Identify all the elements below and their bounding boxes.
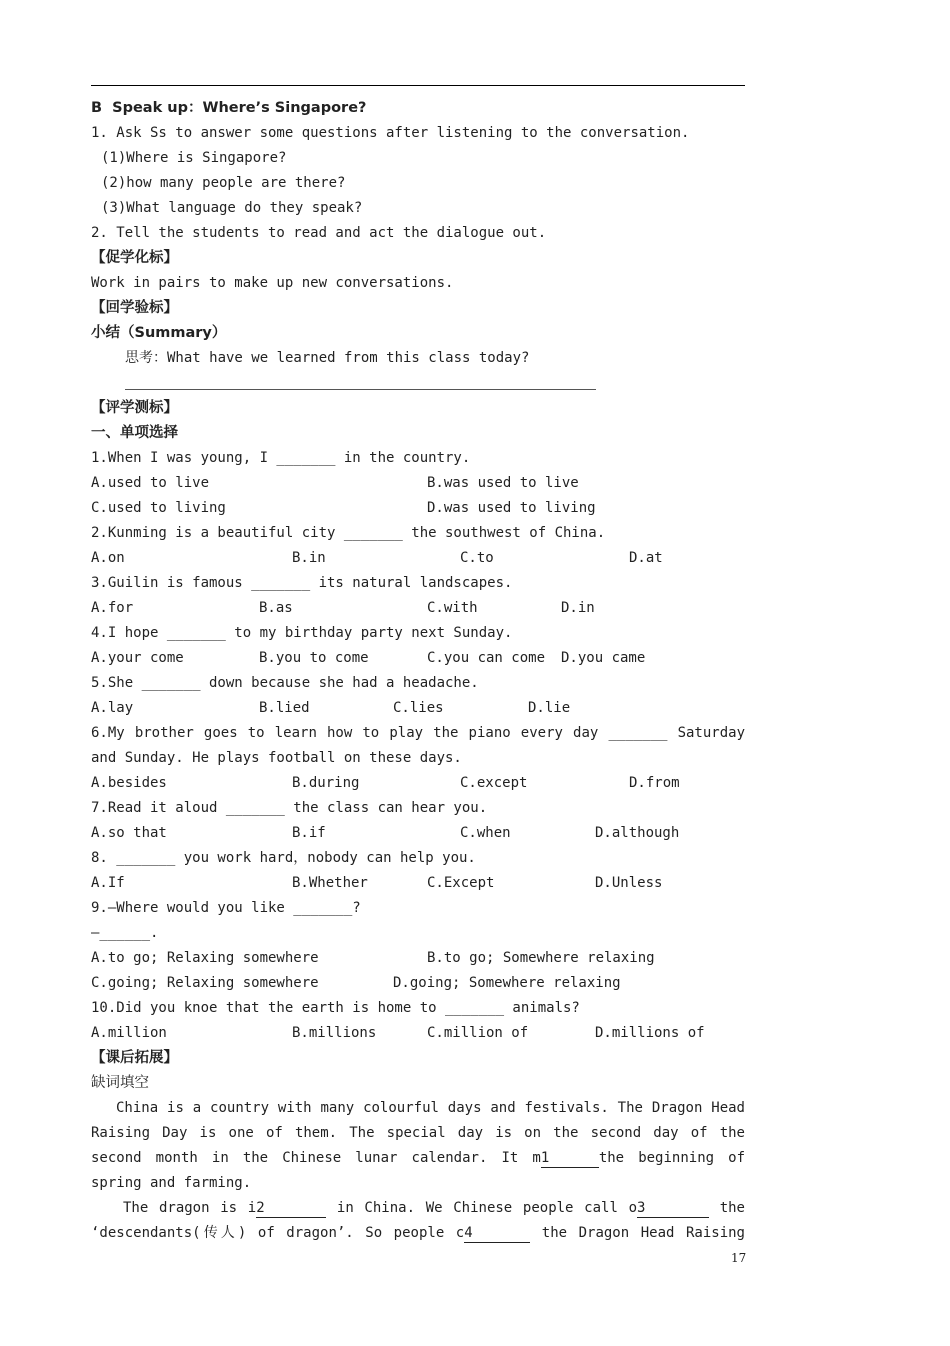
option: B.lied — [259, 700, 310, 716]
option: D.going; Somewhere relaxing — [393, 975, 621, 991]
option: C.you can come — [427, 650, 546, 666]
cloze-heading: 缺词填空 — [91, 1075, 149, 1091]
think-question: 思考：What have we learned from this class today? — [125, 350, 530, 366]
option: A.million — [91, 1025, 167, 1041]
passage-line: Raising Day is one of them. The special day is on the second day of the — [91, 1125, 745, 1141]
cuxue-text: Work in pairs to make up new conversations. — [91, 275, 454, 291]
option: B.in — [292, 550, 326, 566]
cloze-blank-2[interactable]: 2 — [256, 1199, 326, 1218]
option: B.if — [292, 825, 326, 841]
huixue-heading: 【回学验标】 — [91, 300, 178, 316]
option: A.besides — [91, 775, 167, 791]
option: C.except — [460, 775, 528, 791]
question-stem: 2.Kunming is a beautiful city _______ the southwest of China. — [91, 525, 606, 541]
question-stem: 4.I hope _______ to my birthday party next Sunday. — [91, 625, 513, 641]
option: D.although — [595, 825, 680, 841]
cloze-blank-1[interactable]: 1 — [541, 1149, 599, 1168]
option: A.to go; Relaxing somewhere — [91, 950, 319, 966]
instruction-1: 1. Ask Ss to answer some questions after listening to the conversation. — [91, 125, 690, 141]
option: A.your come — [91, 650, 184, 666]
option: D.you came — [561, 650, 646, 666]
option: D.Unless — [595, 875, 663, 891]
question-stem: 10.Did you knoe that the earth is home to _______ animals? — [91, 1000, 580, 1016]
header-rule — [91, 85, 745, 86]
question-stem: 5.She _______ down because she had a headache. — [91, 675, 479, 691]
question-stem: 8. _______ you work hard，nobody can help you. — [91, 850, 476, 866]
option: D.millions of — [595, 1025, 705, 1041]
instruction-2: 2. Tell the students to read and act the dialogue out. — [91, 225, 547, 241]
option: D.in — [561, 600, 595, 616]
cuxue-heading: 【促学化标】 — [91, 250, 178, 266]
option: C.with — [427, 600, 478, 616]
passage-line: The dragon is i2 in China. We Chinese people call o3 the — [123, 1200, 745, 1216]
option: C.to — [460, 550, 494, 566]
answer-line — [125, 389, 596, 390]
option: D.was used to living — [427, 500, 596, 516]
option: A.so that — [91, 825, 167, 841]
option: A.lay — [91, 700, 134, 716]
question-stem: 6.My brother goes to learn how to play the piano every day _______ Saturday — [91, 725, 745, 741]
option: B.to go; Somewhere relaxing — [427, 950, 655, 966]
option: A.If — [91, 875, 125, 891]
option: C.used to living — [91, 500, 226, 516]
option: B.millions — [292, 1025, 377, 1041]
option: C.lies — [393, 700, 444, 716]
option: C.Except — [427, 875, 495, 891]
passage-line: China is a country with many colourful days and festivals. The Dragon Head — [116, 1100, 745, 1116]
option: B.you to come — [259, 650, 369, 666]
question-stem-continued: and Sunday. He plays football on these days. — [91, 750, 462, 766]
summary-label: 小结（Summary） — [91, 325, 227, 341]
question-1: (1)Where is Singapore? — [101, 150, 287, 166]
option: D.lie — [528, 700, 571, 716]
question-3: (3)What language do they speak? — [101, 200, 363, 216]
option: B.Whether — [292, 875, 368, 891]
option: C.going; Relaxing somewhere — [91, 975, 319, 991]
cloze-blank-3[interactable]: 3 — [637, 1199, 709, 1218]
option: A.for — [91, 600, 134, 616]
question-stem: 1.When I was young, I _______ in the country. — [91, 450, 471, 466]
option: A.on — [91, 550, 125, 566]
passage-line: second month in the Chinese lunar calendar. It m1 the beginning of — [91, 1150, 745, 1166]
question-stem-continued: —______. — [91, 925, 159, 941]
option: C.million of — [427, 1025, 529, 1041]
question-2: (2)how many people are there? — [101, 175, 346, 191]
pingxue-heading: 【评学测标】 — [91, 400, 178, 416]
cloze-blank-4[interactable]: 4 — [464, 1224, 530, 1243]
option: C.when — [460, 825, 511, 841]
option: A.used to live — [91, 475, 210, 491]
option: B.during — [292, 775, 360, 791]
kehou-heading: 【课后拓展】 — [91, 1050, 178, 1066]
option: B.was used to live — [427, 475, 579, 491]
option: D.at — [629, 550, 663, 566]
single-choice-heading: 一、单项选择 — [91, 425, 178, 441]
question-stem: 3.Guilin is famous _______ its natural landscapes. — [91, 575, 513, 591]
passage-line: spring and farming. — [91, 1175, 252, 1191]
question-stem: 9.—Where would you like _______? — [91, 900, 361, 916]
passage-line: ‘descendants(传人) of dragon’. So people c4 the Dragon Head Raising — [91, 1225, 745, 1241]
page-number: 17 — [731, 1251, 747, 1265]
option: B.as — [259, 600, 293, 616]
question-stem: 7.Read it aloud _______ the class can hear you. — [91, 800, 488, 816]
section-b-title: B Speak up：Where’s Singapore? — [91, 100, 367, 116]
option: D.from — [629, 775, 680, 791]
